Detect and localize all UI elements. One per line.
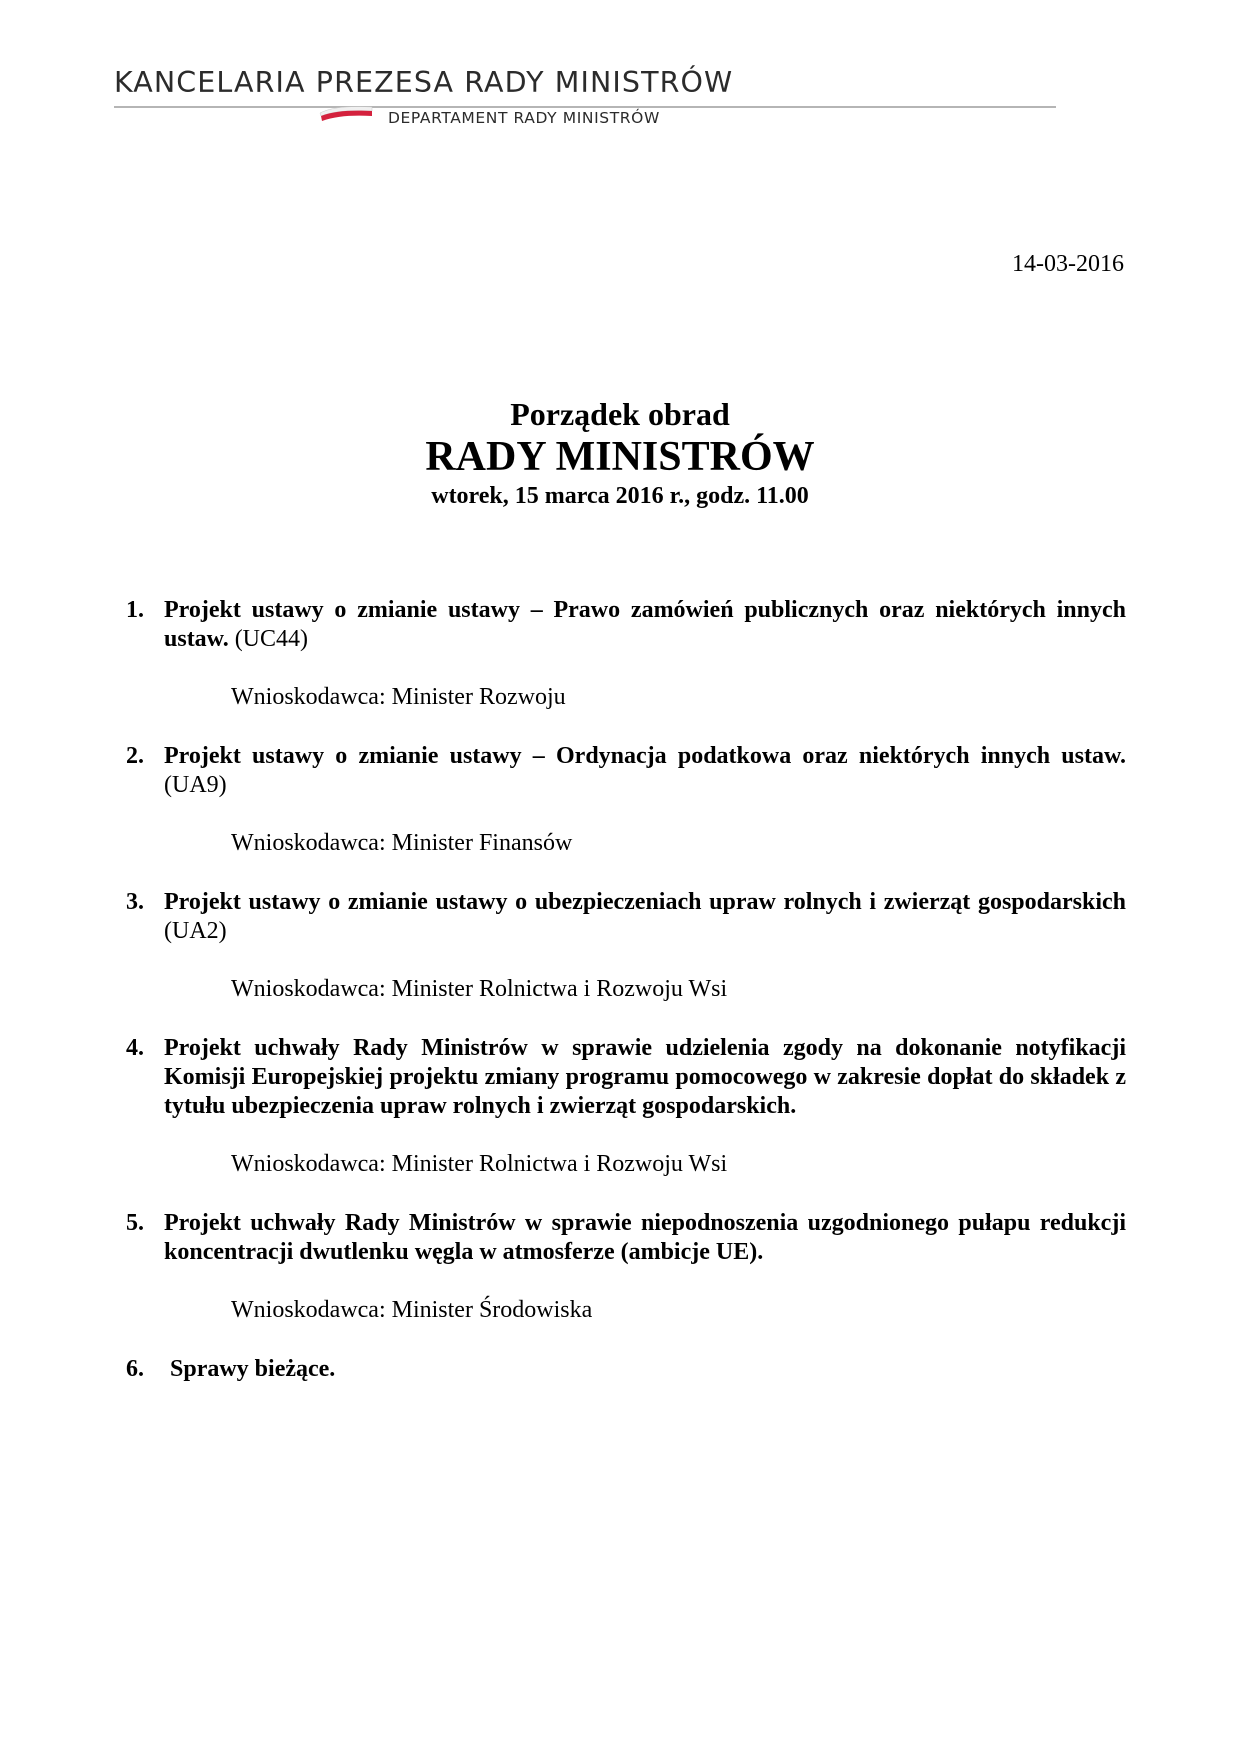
agenda-item-body — [164, 1209, 1126, 1267]
agenda-item — [126, 1355, 1126, 1384]
agenda-item — [126, 742, 1126, 800]
agenda-item-number: 3. — [126, 889, 144, 915]
title-subheading: Porządek obrad — [510, 396, 730, 432]
title-block — [0, 395, 1240, 511]
agenda-item-applicant — [231, 1296, 1126, 1325]
applicant-label: Wnioskodawca: — [231, 1297, 386, 1323]
agenda-item-title: Projekt ustawy o zmianie ustawy – Ordynacja podatkowa oraz niektórych innych ustaw. — [164, 743, 1126, 769]
agenda-item-body — [170, 1355, 1126, 1384]
agenda-item-number: 4. — [126, 1035, 144, 1061]
document-date: 14-03-2016 — [1012, 251, 1124, 277]
agenda-item-applicant — [231, 829, 1126, 858]
agenda-item-body — [164, 1034, 1126, 1121]
agenda-item-title: Projekt ustawy o zmianie ustawy – Prawo zamówień publicznych oraz niektórych innych ustaw. — [164, 597, 1126, 652]
agenda-item-number: 6. — [126, 1356, 144, 1382]
applicant-label: Wnioskodawca: — [231, 684, 386, 710]
header-divider — [114, 106, 1056, 108]
applicant-name: Minister Rolnictwa i Rozwoju Wsi — [391, 976, 728, 1002]
agenda-item-code: (UC44) — [234, 626, 309, 652]
applicant-name: Minister Rolnictwa i Rozwoju Wsi — [391, 1151, 728, 1177]
organization-name: KANCELARIA PREZESA RADY MINISTRÓW — [114, 66, 734, 99]
agenda-item — [126, 888, 1126, 946]
agenda-item — [126, 1034, 1126, 1121]
agenda-list — [126, 596, 1126, 1384]
agenda-item-number: 5. — [126, 1210, 144, 1236]
agenda-item-title: Sprawy bieżące. — [170, 1356, 336, 1382]
applicant-label: Wnioskodawca: — [231, 830, 386, 856]
agenda-item-body — [164, 742, 1126, 800]
agenda-item-body — [164, 888, 1126, 946]
polish-flag-logo — [318, 104, 374, 124]
agenda-item-number: 1. — [126, 597, 144, 623]
agenda-item-body — [164, 596, 1126, 654]
agenda-item-number: 2. — [126, 743, 144, 769]
agenda-item-applicant — [231, 1150, 1126, 1179]
applicant-name: Minister Środowiska — [391, 1297, 593, 1323]
title-heading: RADY MINISTRÓW — [425, 434, 815, 480]
agenda-item-title: Projekt ustawy o zmianie ustawy o ubezpieczeniach upraw rolnych i zwierząt gospodarskich — [164, 889, 1126, 915]
agenda-item-applicant — [231, 975, 1126, 1004]
agenda-item — [126, 596, 1126, 654]
agenda-item — [126, 1209, 1126, 1267]
meeting-datetime: wtorek, 15 marca 2016 r., godz. 11.00 — [431, 483, 809, 509]
applicant-name: Minister Rozwoju — [391, 684, 566, 710]
agenda-item-code: (UA9) — [164, 772, 227, 798]
department-name: DEPARTAMENT RADY MINISTRÓW — [388, 109, 660, 127]
applicant-name: Minister Finansów — [391, 830, 573, 856]
applicant-label: Wnioskodawca: — [231, 1151, 386, 1177]
agenda-item-applicant — [231, 683, 1126, 712]
agenda-item-code: (UA2) — [164, 918, 227, 944]
agenda-item-title: Projekt uchwały Rady Ministrów w sprawie niepodnoszenia uzgodnionego pułapu redukcji koncentracji dwutlenku węgla w atmosferze (ambicje UE). — [164, 1210, 1126, 1265]
applicant-label: Wnioskodawca: — [231, 976, 386, 1002]
agenda-item-title: Projekt uchwały Rady Ministrów w sprawie udzielenia zgody na dokonanie notyfikacji Komisji Europejskiej projektu zmiany programu pomocowego w zakresie dopłat do składek z tytułu ubezpieczenia upraw rolnych i zwierząt gospodarskich. — [164, 1035, 1126, 1119]
